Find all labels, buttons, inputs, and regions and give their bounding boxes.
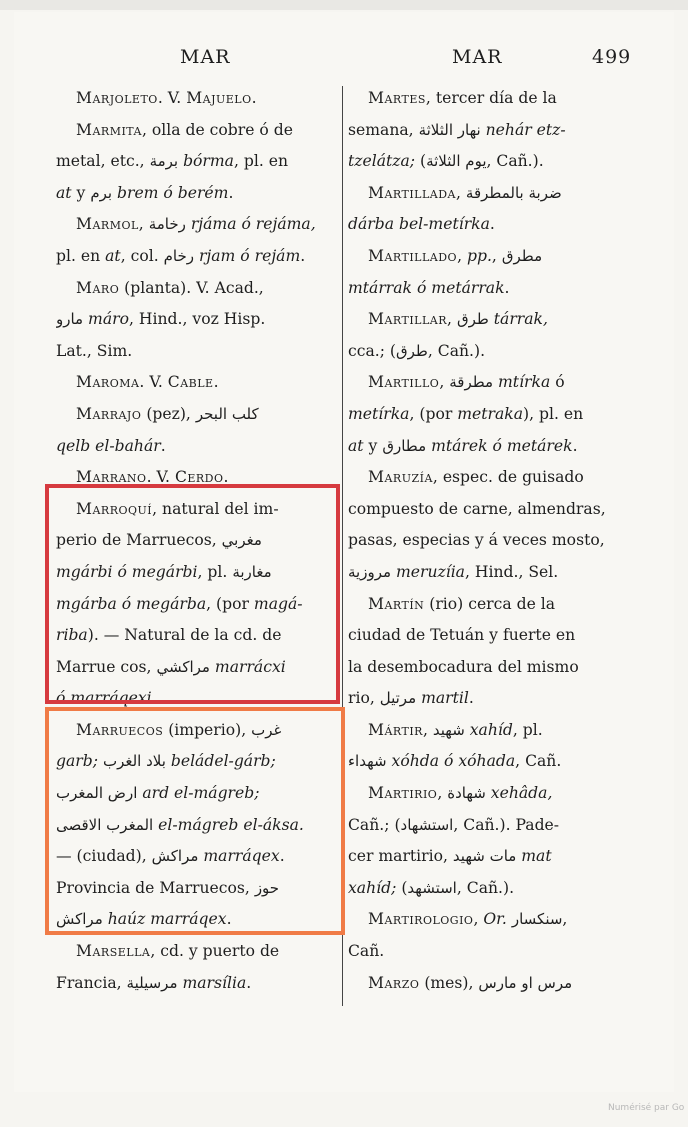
arabic-text: مراكشي [156, 657, 210, 676]
headword: Marrano [76, 468, 147, 487]
transliteration: magá- [253, 594, 303, 613]
transliteration: tzelátza; [348, 152, 416, 171]
text-segment: compuesto de carne, almendras, [348, 499, 606, 518]
headword: Martillar [368, 310, 448, 329]
arabic-text: مراكش [56, 910, 103, 929]
transliteration: ó marráqexi [56, 689, 152, 708]
arabic-text: نهار الثلاثة [418, 120, 481, 139]
arabic-text: مرتيل [379, 689, 417, 708]
text-segment: . [468, 689, 474, 708]
text-line [348, 462, 626, 494]
text-segment: . [213, 373, 219, 392]
arabic-text: رخامة [148, 215, 186, 234]
headword: Marjoleto [76, 89, 158, 107]
text-segment: (pez), [141, 404, 196, 423]
text-segment: , Cañ.). Pade- [453, 815, 560, 834]
transliteration: xahíd [464, 720, 513, 739]
top-strip [0, 0, 688, 10]
text-segment: , Hind., Sel. [464, 562, 559, 581]
text-line [348, 115, 626, 147]
transliteration: rjam ó rejám [194, 246, 301, 265]
arabic-text: مراكش [151, 847, 199, 866]
arabic-text: مرسيلية [126, 973, 178, 992]
text-segment: ). — Natural de la cd. de [87, 626, 282, 645]
headword: Marmol [76, 215, 139, 234]
text-segment: , tercer día de la [425, 89, 557, 107]
text-segment: . [572, 436, 578, 455]
text-segment: (planta). V. Acad., [119, 278, 264, 297]
text-line [56, 146, 334, 178]
arabic-text: استشهاد [400, 815, 454, 834]
arabic-text: سنكسار [511, 910, 563, 929]
arabic-text: ارض المغرب [56, 784, 138, 803]
text-segment: , (por [409, 404, 458, 423]
text-segment: , pl. en [233, 152, 289, 171]
transliteration: mtárrak ó metárrak [348, 278, 505, 297]
text-line [348, 683, 626, 715]
transliteration: garb; [56, 752, 98, 771]
text-line [348, 968, 626, 1000]
transliteration: xehâda, [485, 784, 553, 803]
watermark: Numérisé par Go [608, 1103, 685, 1113]
headword: Martillada [368, 183, 456, 202]
transliteration: Or. [483, 910, 507, 929]
text-segment: ciudad de Tetuán y fuerte en [348, 626, 576, 645]
text-line [348, 178, 626, 210]
transliteration: mgárbi ó megárbi [56, 562, 198, 581]
text-segment: Marrue cos, [56, 657, 157, 676]
text-line [348, 620, 626, 652]
text-line [348, 810, 626, 842]
transliteration: marráqex [198, 847, 280, 866]
transliteration: rjáma ó rejáma, [185, 215, 316, 234]
arabic-text: غرب [251, 720, 282, 739]
text-segment: Lat., Sim. [56, 341, 133, 360]
text-line [348, 431, 626, 463]
page-number: 499 [592, 46, 632, 68]
text-segment: . [226, 910, 232, 929]
text-segment: , [491, 246, 502, 265]
text-segment: , [473, 910, 484, 929]
headword: Martirio [368, 784, 438, 803]
text-segment: perio de Marruecos, [56, 531, 222, 550]
text-line [56, 936, 334, 968]
text-segment: , Hind., voz Hisp. [128, 310, 266, 329]
arabic-text: شهيد [432, 720, 465, 739]
arabic-text: شهداء [348, 752, 387, 771]
transliteration: at [105, 246, 121, 265]
text-segment: , [562, 910, 568, 929]
text-segment: , Cañ.). [456, 878, 515, 897]
headword: Martes [368, 89, 426, 107]
text-segment: (imperio), [163, 720, 252, 739]
text-segment: , pl. [512, 720, 543, 739]
transliteration: marrácxi [209, 657, 286, 676]
text-segment: pasas, especias y á veces mosto, [348, 531, 605, 550]
text-segment: Provincia de Marruecos, [56, 878, 255, 897]
transliteration: dárba bel-metírka [348, 215, 490, 234]
text-line [348, 589, 626, 621]
transliteration: mat [516, 847, 552, 866]
arabic-text: مارو [56, 310, 84, 329]
transliteration: meruzíia [391, 562, 465, 581]
text-line [348, 83, 626, 115]
highlight-box-marroqui [45, 484, 340, 704]
text-line [348, 367, 626, 399]
text-segment: . [504, 278, 510, 297]
text-segment: . [489, 215, 495, 234]
text-line [348, 209, 626, 241]
text-segment: , [422, 720, 433, 739]
text-segment: . [251, 89, 257, 107]
text-segment: , [456, 183, 466, 202]
text-segment: y [363, 436, 383, 455]
headword: Maroma [76, 373, 140, 392]
text-segment: (rio) cerca de la [424, 594, 556, 613]
transliteration: xahíd; [348, 878, 397, 897]
headword: Cable [167, 373, 214, 392]
text-segment: , (por [206, 594, 254, 613]
text-line [348, 904, 626, 936]
text-line [348, 525, 626, 557]
text-line [56, 241, 334, 273]
text-line [56, 336, 334, 368]
arabic-text: برمة [149, 152, 179, 171]
text-line [348, 399, 626, 431]
text-segment: , Cañ.). [486, 152, 544, 171]
text-segment: , olla de cobre ó de [141, 120, 293, 139]
transliteration: brem ó berém [112, 183, 229, 202]
text-segment: cca.; ( [348, 341, 397, 360]
text-line [348, 936, 626, 968]
transliteration: tárrak, [488, 310, 548, 329]
arabic-text: بلاد الغرب [102, 752, 166, 771]
headword: Marmita [76, 120, 142, 139]
headword: Marroquí [76, 499, 153, 518]
transliteration: el-mágreb el-áksa. [153, 815, 304, 834]
arabic-text: مرس او مارس [478, 973, 573, 992]
text-line [56, 399, 334, 431]
transliteration: marsília [177, 973, 247, 992]
text-segment: la desembocadura del mismo [348, 657, 579, 676]
headword: Marrajo [76, 404, 142, 423]
text-line [348, 336, 626, 368]
headword: Marzo [368, 973, 420, 992]
text-line [56, 431, 334, 463]
text-segment: — (ciudad), [56, 847, 152, 866]
text-segment: y [71, 183, 91, 202]
transliteration: ard el-mágreb; [137, 784, 260, 803]
transliteration: nehár etz- [480, 120, 566, 139]
running-head-right: MAR [452, 46, 503, 68]
text-segment: , cd. y puerto de [150, 942, 280, 961]
text-segment: , [439, 373, 450, 392]
text-segment: cer martirio, [348, 847, 453, 866]
transliteration: mtírka [493, 373, 551, 392]
text-segment: , Cañ. [515, 752, 562, 771]
arabic-text: مات شهيد [452, 847, 517, 866]
text-line [348, 873, 626, 905]
transliteration: riba [56, 626, 88, 645]
headword: Martín [368, 594, 425, 613]
text-segment: , pl. [197, 562, 233, 581]
text-line [348, 652, 626, 684]
text-segment: , espec. de guisado [432, 468, 584, 487]
arabic-text: مطرق [501, 246, 543, 265]
arabic-text: مطرقة [449, 373, 494, 392]
text-line [348, 273, 626, 305]
text-segment: . [228, 183, 234, 202]
text-segment: , [138, 215, 149, 234]
text-line [348, 241, 626, 273]
text-line [56, 209, 334, 241]
headword: Martillo [368, 373, 440, 392]
text-segment: Francia, [56, 973, 127, 992]
headword: Maruzía [368, 468, 433, 487]
headword: Martirologio [368, 910, 474, 929]
text-segment: , [447, 310, 457, 329]
transliteration: metraka [457, 404, 524, 423]
text-segment: . [300, 246, 306, 265]
text-segment: rio, [348, 689, 380, 708]
headword: Majuelo [186, 89, 252, 107]
text-segment: , Cañ.). [427, 341, 486, 360]
arabic-text: طرق [456, 310, 489, 329]
text-line [56, 178, 334, 210]
headword: Martillado [368, 246, 458, 265]
arabic-text: يوم الثلاثة [426, 152, 487, 171]
text-line [56, 115, 334, 147]
arabic-text: حوز [254, 878, 280, 897]
text-segment: . [279, 847, 285, 866]
headword: Marsella [76, 942, 151, 961]
text-segment: pl. en [56, 246, 106, 265]
text-line [56, 273, 334, 305]
text-segment: , col. [120, 246, 164, 265]
arabic-text: المغرب الاقصى [56, 815, 154, 834]
transliteration: at [56, 183, 72, 202]
transliteration: bórma [178, 152, 234, 171]
arabic-text: مغربي [221, 531, 262, 550]
text-segment: . [151, 689, 157, 708]
text-segment: (mes), [419, 973, 479, 992]
text-segment: ), pl. en [523, 404, 584, 423]
text-segment: semana, [348, 120, 419, 139]
arabic-text: كلب البحر [195, 404, 259, 423]
transliteration: martil [416, 689, 469, 708]
text-segment: ( [415, 152, 427, 171]
arabic-text: مطارق [382, 436, 427, 455]
text-line [348, 557, 626, 589]
text-line [348, 494, 626, 526]
text-segment: ( [396, 878, 408, 897]
text-line [348, 841, 626, 873]
transliteration: beládel-gárb; [165, 752, 276, 771]
text-segment: , [457, 246, 467, 265]
arabic-text: مروزية [348, 562, 392, 581]
transliteration: haúz marráqex [102, 910, 227, 929]
right-column [348, 83, 626, 999]
text-line [348, 304, 626, 336]
arabic-text: استشهد [407, 878, 457, 897]
arabic-text: شهادة [447, 784, 486, 803]
text-segment: Cañ.; ( [348, 815, 401, 834]
arabic-text: ضربة بالمطرقة [465, 183, 562, 202]
transliteration: xóhda ó xóhada [386, 752, 516, 771]
text-line [56, 304, 334, 336]
text-line [348, 746, 626, 778]
transliteration: qelb el-bahár [56, 436, 161, 455]
transliteration: pp. [467, 246, 492, 265]
text-line [348, 715, 626, 747]
text-line [56, 83, 334, 115]
highlight-box-marruecos [45, 707, 345, 935]
arabic-text: رخام [163, 246, 195, 265]
transliteration: at [348, 436, 364, 455]
transliteration: mtárek ó metárek [426, 436, 573, 455]
transliteration: metírka [348, 404, 410, 423]
transliteration: máro [83, 310, 129, 329]
text-segment: . [160, 436, 166, 455]
headword: Maro [76, 278, 120, 297]
headword: Marruecos [76, 720, 164, 739]
text-segment: Cañ. [348, 942, 385, 961]
text-segment: . V. [139, 373, 168, 392]
text-line [56, 968, 334, 1000]
text-segment: metal, etc., [56, 152, 150, 171]
arabic-text: مغاربة [232, 562, 272, 581]
arabic-text: برم [90, 183, 113, 202]
transliteration: mgárba ó megárba [56, 594, 207, 613]
text-segment: . [223, 468, 229, 487]
text-line [348, 778, 626, 810]
text-segment: , [437, 784, 448, 803]
text-segment: . V. [157, 89, 187, 107]
text-line [56, 367, 334, 399]
text-line [348, 146, 626, 178]
text-segment: ó [550, 373, 565, 392]
headword: Mártir [368, 720, 423, 739]
text-segment: . [246, 973, 252, 992]
arabic-text: طرق [396, 341, 428, 360]
text-segment: , natural del im- [152, 499, 279, 518]
text-segment: . V. [146, 468, 175, 487]
headword: Cerdo [174, 468, 224, 487]
running-head-left: MAR [180, 46, 231, 68]
